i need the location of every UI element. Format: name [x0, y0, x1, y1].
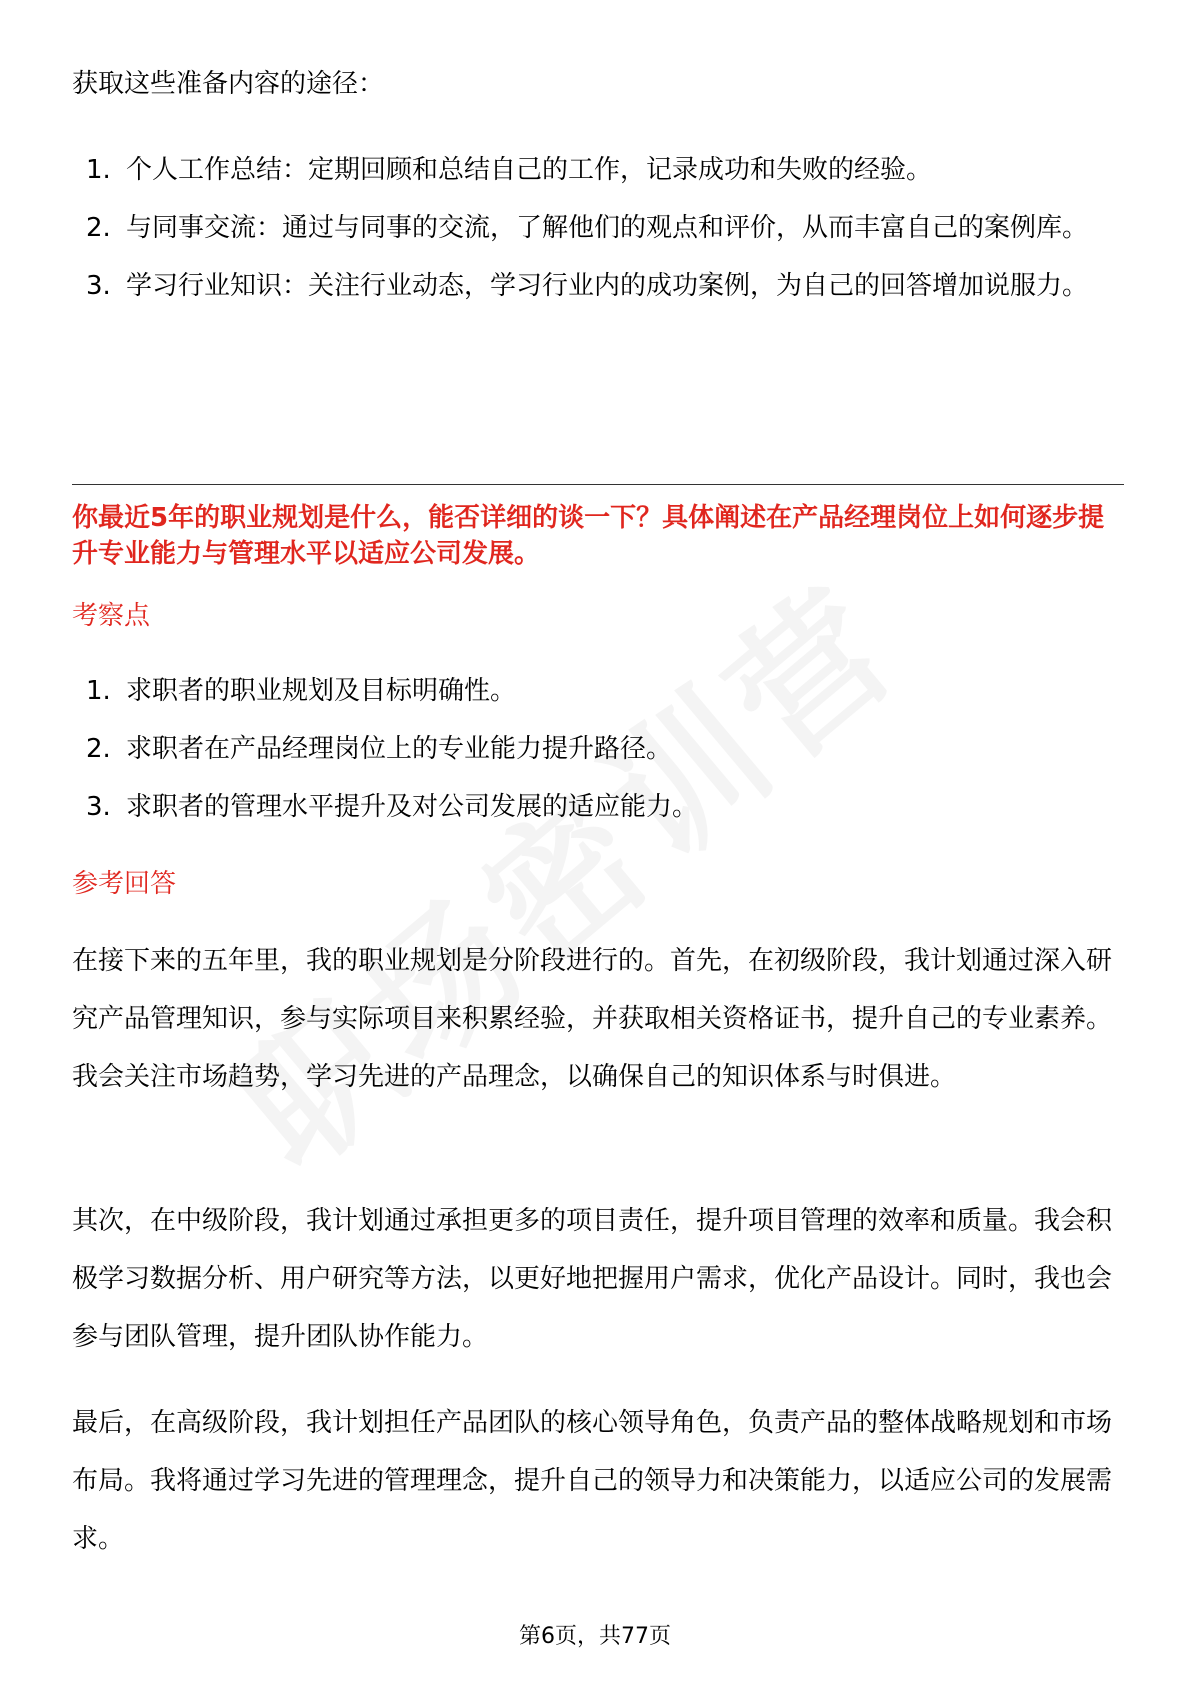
points-heading: 考察点: [72, 601, 151, 631]
list-item: [72, 720, 1124, 778]
list-number: 1.: [86, 676, 111, 706]
list-number: 2.: [86, 213, 111, 243]
section-divider: [72, 484, 1124, 485]
list-text: 求职者的管理水平提升及对公司发展的适应能力。: [126, 792, 699, 822]
list-item: [72, 662, 1124, 720]
list-number: 3.: [86, 271, 111, 301]
list-item: [72, 141, 1124, 199]
list-number: 1.: [86, 155, 111, 185]
question-title: 你最近5年的职业规划是什么，能否详细的谈一下？具体阐述在产品经理岗位上如何逐步提升专业能力与管理水平以适应公司发展。: [72, 503, 1105, 569]
list-text: 求职者的职业规划及目标明确性。: [126, 676, 517, 706]
page-footer: 第6页，共77页: [519, 1624, 671, 1649]
list-number: 3.: [86, 792, 111, 822]
list-text: 求职者在产品经理岗位上的专业能力提升路径。: [126, 734, 673, 764]
list-text: 个人工作总结：定期回顾和总结自己的工作，记录成功和失败的经验。: [126, 155, 933, 185]
answer-heading: 参考回答: [72, 869, 177, 899]
list-item: [72, 257, 1124, 315]
answer-paragraph: 最后，在高级阶段，我计划担任产品团队的核心领导角色，负责产品的整体战略规划和市场布局。我将通过学习先进的管理理念，提升自己的领导力和决策能力，以适应公司的发展需求。: [72, 1408, 1113, 1554]
intro-text: 获取这些准备内容的途径：: [72, 69, 385, 99]
answer-paragraph: 其次，在中级阶段，我计划通过承担更多的项目责任，提升项目管理的效率和质量。我会积极学习数据分析、用户研究等方法，以更好地把握用户需求，优化产品设计。同时，我也会参与团队管理，提升团队协作能力。: [72, 1206, 1113, 1352]
list-text: 与同事交流：通过与同事的交流，了解他们的观点和评价，从而丰富自己的案例库。: [126, 213, 1089, 243]
list-number: 2.: [86, 734, 111, 764]
points-list: [72, 662, 1124, 836]
list-item: [72, 778, 1124, 836]
list-item: [72, 199, 1124, 257]
sources-list: [72, 141, 1124, 315]
answer-paragraph: 在接下来的五年里，我的职业规划是分阶段进行的。首先，在初级阶段，我计划通过深入研究产品管理知识，参与实际项目来积累经验，并获取相关资格证书，提升自己的专业素养。我会关注市场趋势，学习先进的产品理念，以确保自己的知识体系与时俱进。: [72, 946, 1113, 1092]
list-text: 学习行业知识：关注行业动态，学习行业内的成功案例，为自己的回答增加说服力。: [126, 271, 1089, 301]
